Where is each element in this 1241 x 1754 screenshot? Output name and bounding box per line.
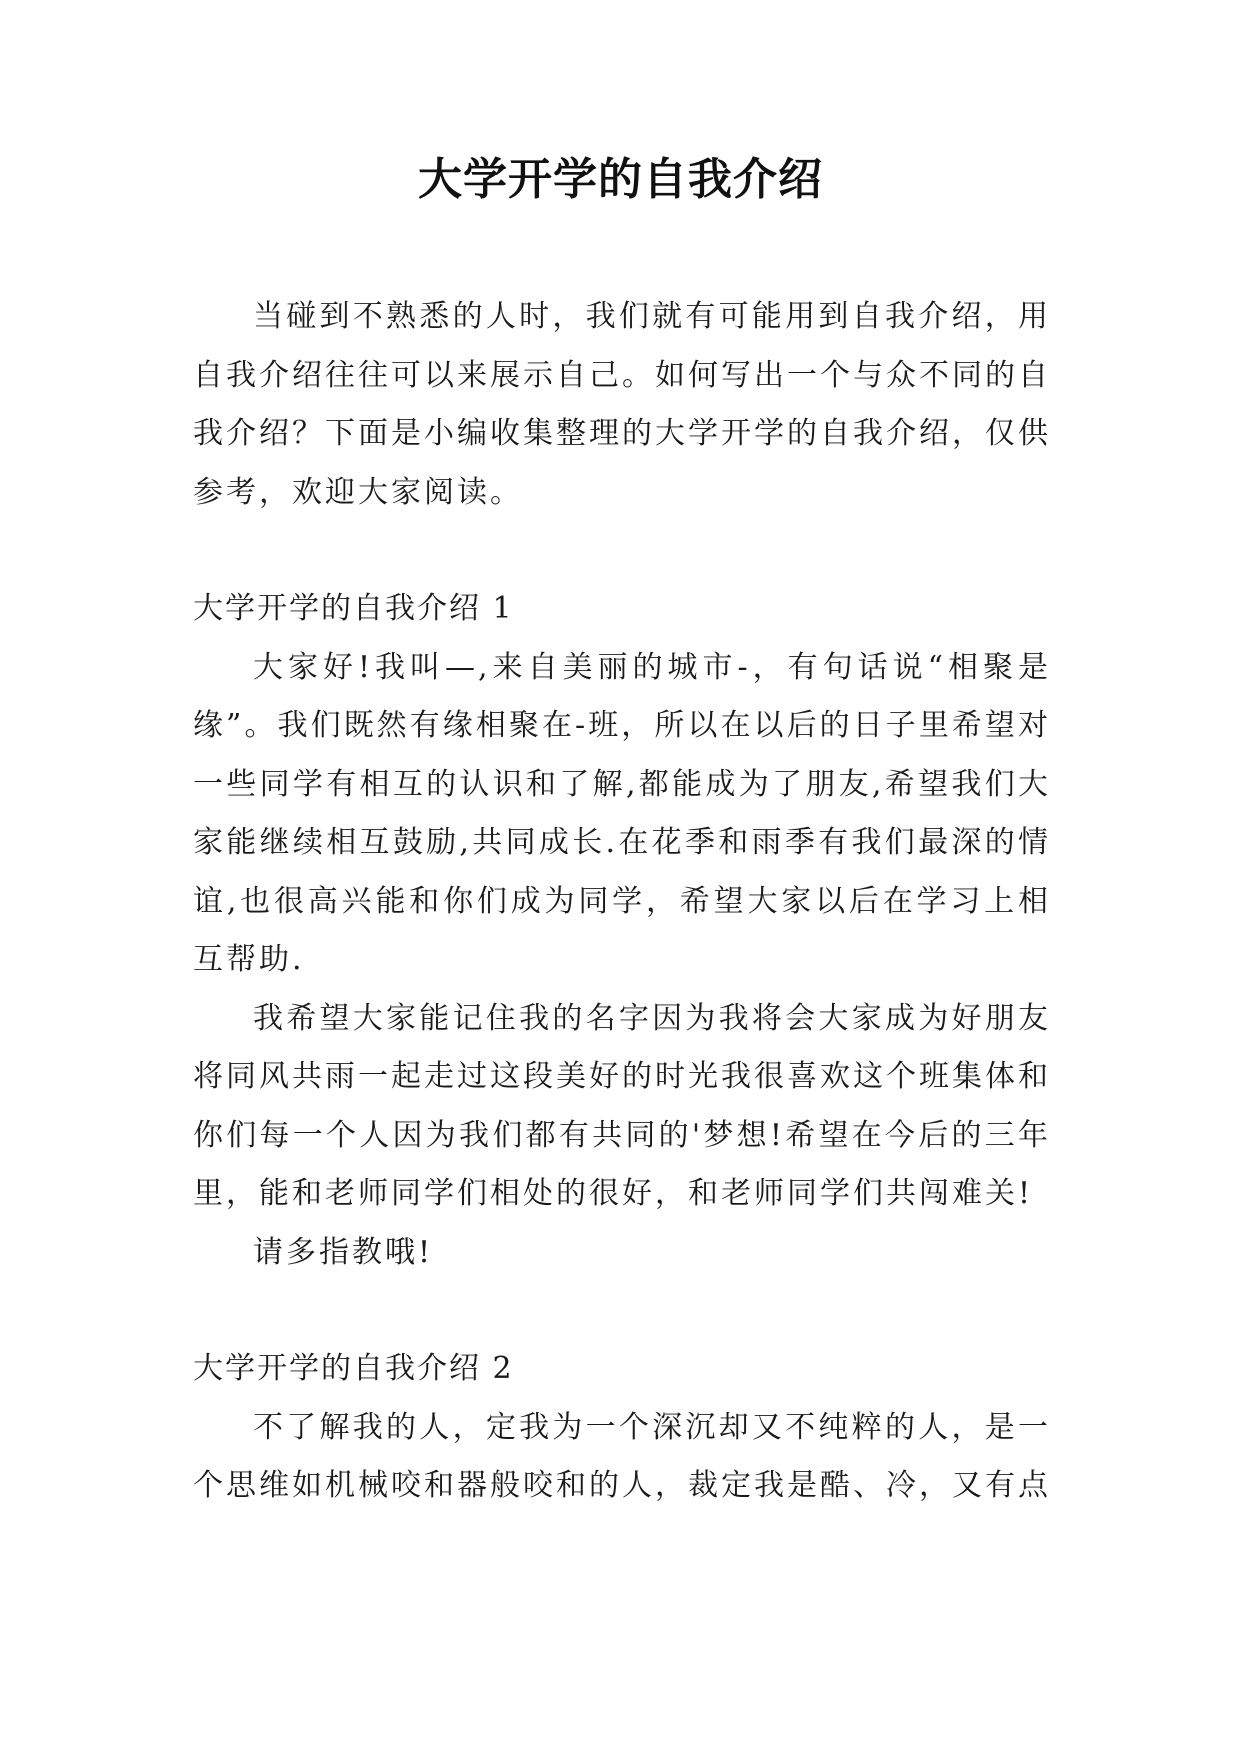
section-1-heading: 大学开学的自我介绍 1 — [193, 591, 514, 626]
section-1-paragraph-3: 请多指教哦! — [253, 1234, 434, 1270]
document-body — [193, 288, 1051, 1516]
section-1-paragraph-1: 大家好!我叫—,来自美丽的城市-，有句话说“相聚是缘”。我们既然有缘相聚在-班，所以在以后的日子里希望对一些同学有相互的认识和了解,都能成为了朋友,希望我们大家能继续相互鼓励,共同成长.在花季和雨季有我们最深的情谊,也很高兴能和你们成为同学，希望大家以后在学习上相互帮助. — [193, 649, 1051, 977]
intro-paragraph: 当碰到不熟悉的人时，我们就有可能用到自我介绍，用自我介绍往往可以来展示自己。如何写出一个与众不同的自我介绍？下面是小编收集整理的大学开学的自我介绍，仅供参考，欢迎大家阅读。 — [193, 299, 1051, 510]
document-title: 大学开学的自我介绍 — [418, 154, 823, 205]
section-2-heading: 大学开学的自我介绍 2 — [193, 1351, 514, 1386]
section-spacer — [193, 522, 1051, 580]
section-spacer — [193, 1282, 1051, 1340]
section-1-paragraph-2: 我希望大家能记住我的名字因为我将会大家成为好朋友将同风共雨一起走过这段美好的时光我很喜欢这个班集体和你们每一个人因为我们都有共同的'梦想!希望在今后的三年里，能和老师同学们相处的很好，和老师同学们共闯难关! — [193, 1000, 1051, 1211]
section-2-paragraph-1: 不了解我的人，定我为一个深沉却又不纯粹的人，是一个思维如机械咬和器般咬和的人，裁定我是酷、冷，又有点 — [193, 1409, 1051, 1503]
